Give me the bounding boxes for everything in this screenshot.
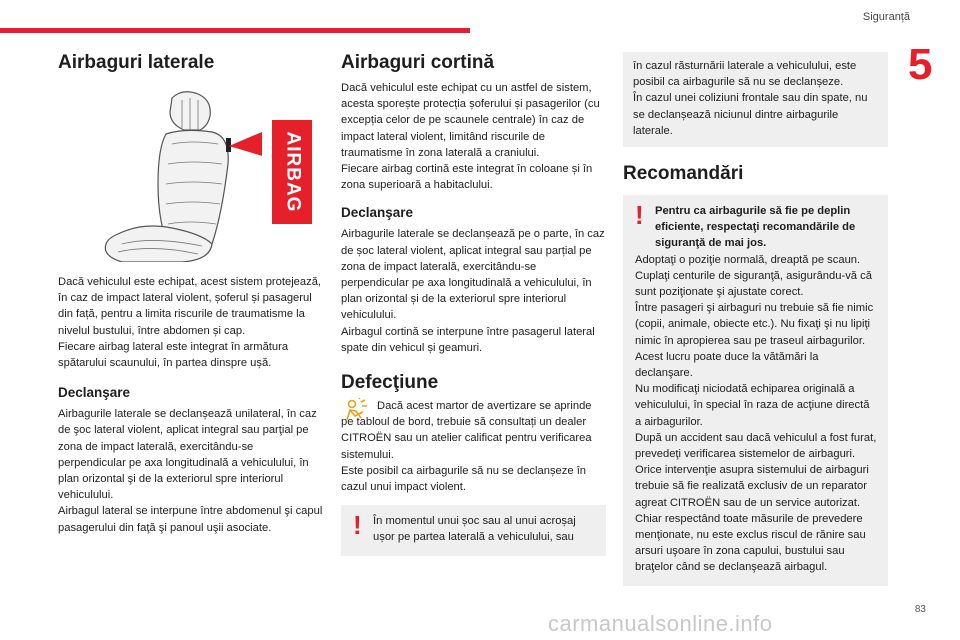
recommendations-bold: Pentru ca airbagurile să fie pe deplin eficiente, respectaţi recomandările de siguranţă de mai jos. bbox=[655, 205, 856, 250]
header-accent-bar bbox=[0, 28, 470, 33]
airbag-location-marker bbox=[226, 138, 231, 152]
chapter-number: 5 bbox=[908, 40, 933, 89]
warning-icon: ! bbox=[635, 200, 644, 231]
column-side-airbags bbox=[58, 52, 323, 536]
curtain-deploy-text: Airbagurile laterale se declanșează pe o parte, în caz de șoc lateral violent, aplicat integral sau parțial pe zona de impact laterală, exercitându-se perpendicular pe axa longitudinală a vehiculului, în plan orizontal și de la exteriorul spre interiorul vehiculului. Airbagul cortină se interpune între pasagerul lateral spate din vehicul și geamuri. bbox=[341, 228, 605, 354]
continued-warning-text: în cazul răsturnării laterale a vehiculului, este posibil ca airbagurile să nu se declanșeze. În cazul unei coliziuni frontale sau din spate, nu se declanșează niciunul dintre airbagurile laterale. bbox=[633, 60, 868, 137]
side-deploy-text: Airbagurile laterale se declanșează unilateral, în caz de şoc lateral violent, aplicat integral sau parţial pe zona de impact laterală, exercitându-se perpendicular pe axa longitudinală a vehiculului, în plan orizontal şi de la exteriorul spre interiorul vehiculului. Airbagul lateral se interpune între abdomenul şi capul pasagerului din faţă şi panoul uşii asociate. bbox=[58, 408, 323, 534]
fault-title: Defecţiune bbox=[341, 372, 439, 394]
continued-warning-box bbox=[623, 52, 888, 147]
curtain-deploy-title: Declanşare bbox=[341, 205, 414, 221]
airbag-label: AIRBAG bbox=[272, 120, 312, 224]
seat-icon bbox=[62, 84, 262, 262]
recommendations-text: Adoptaţi o poziţie normală, dreaptă pe scaun. Cuplaţi centurile de siguranţă, asigurându-vă că sunt poziţionate şi ajustate corect. Între pasageri şi airbaguri nu trebuie să fie nimic (copii, animale, obiecte etc.). Nu fixaţi şi nu lipiţi nimic în apropierea sau pe traseul airbagurilor. Acest lucru poate duce la vătămări la declanşare. Nu modificaţi niciodată echiparea originală a vehiculului, în special în raza de acţiune directă a airbagurilor. După un accident sau dacă vehiculul a fost furat, prevedeţi verificarea sistemelor de airbaguri. Orice intervenţie asupra sistemului de airbaguri trebuie să fie realizată exclusiv de un reparator agreat CITROËN sau de un service autorizat. Chiar respectând toate măsurile de prevedere menţionate, nu este exclus riscul de rănire sau arsuri uşoare în zona capului, bustului sau braţelor când se declanşează airbagul. bbox=[635, 253, 877, 574]
curtain-intro: Dacă vehiculul este echipat cu un astfel de sistem, acesta sporește protecția șoferului și pasagerilor (cu excepția celor de pe scaunele centrale) în caz de impact lateral violent, limitând riscurile de traumatisme în zona laterală a craniului. Fiecare airbag cortină este integrat în coloane și în zona superioară a habitaclului. bbox=[341, 82, 600, 192]
watermark: carmanualsonline.info bbox=[548, 611, 773, 636]
fault-text: Dacă acest martor de avertizare se aprinde pe tabloul de bord, trebuie să consultați un dealer CITROËN sau un atelier calificat pentru verificarea sistemului. Este posibil ca airbagurile să nu se declanșeze în cazul unui impact violent. bbox=[341, 400, 592, 494]
side-deploy-title: Declanşare bbox=[58, 385, 131, 401]
curtain-warning-text: În momentul unui șoc sau al unui acroșaj ușor pe partea laterală a vehiculului, sau bbox=[373, 515, 576, 544]
curtain-airbags-title: Airbaguri cortină bbox=[341, 52, 495, 73]
side-airbags-title: Airbaguri laterale bbox=[58, 52, 215, 73]
curtain-warning-box bbox=[341, 505, 606, 555]
seat-illustration bbox=[62, 84, 322, 262]
page-number: 83 bbox=[914, 604, 926, 615]
column-recommendations bbox=[623, 52, 888, 586]
recommendations-title: Recomandări bbox=[623, 163, 744, 185]
recommendations-box bbox=[623, 195, 888, 586]
column-curtain-airbags bbox=[341, 52, 606, 556]
side-airbags-intro: Dacă vehiculul este echipat, acest sistem protejează, în caz de impact lateral violent, șoferul și pasagerul din față, pentru a limita riscurile de traumatisme la nivelul bustului, între abdomen și cap. Fiecare airbag lateral este integrat în armătura spătarului scaunului, în partea dinspre ușă. bbox=[58, 276, 322, 370]
warning-icon: ! bbox=[353, 510, 362, 541]
section-title: Siguranță bbox=[862, 11, 910, 23]
